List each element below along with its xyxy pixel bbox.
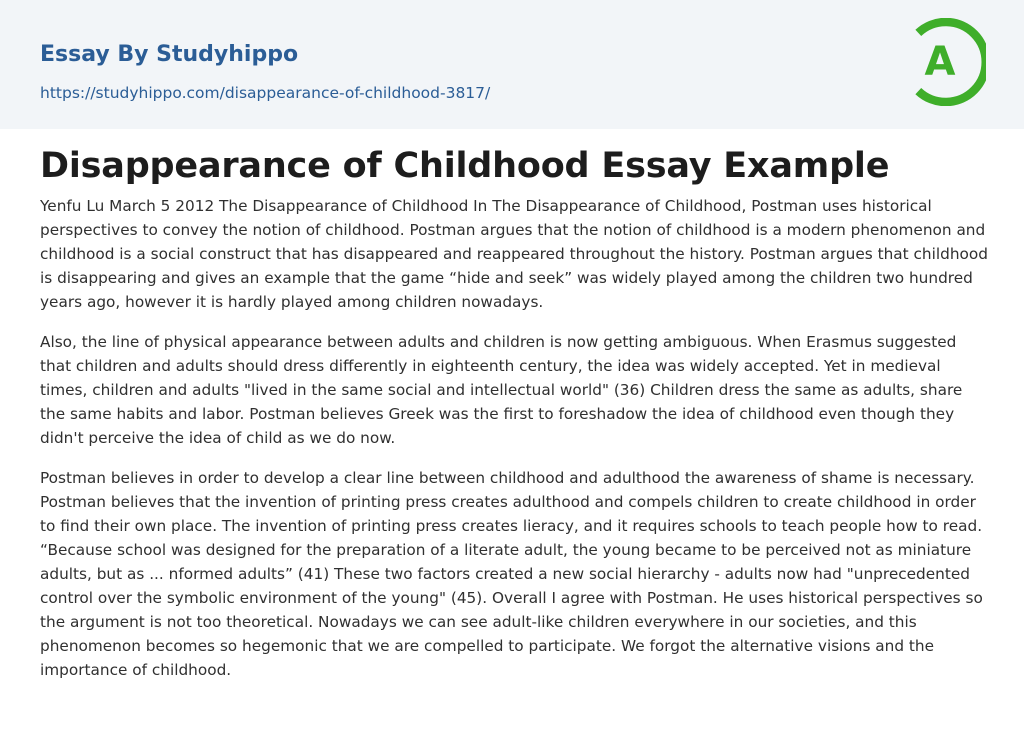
studyhippo-logo-icon[interactable]: [898, 18, 986, 106]
essay-paragraph: Postman believes in order to develop a clear line between childhood and adulthood the awareness of shame is necessary. Postman believes that the invention of printing press creates adulthood and compels children to create childhood in order to find their own place. The invention of printing press creates lieracy, and it requires schools to teach people how to read. “Because school was designed for the preparation of a literate adult, the young became to be perceived not as miniature adults, but as ... nformed adults” (41) These two factors created a new social hierarchy - adults now had "unprecedented control over the symbolic environment of the young" (45). Overall I agree with Postman. He uses historical perspectives so the argument is not too theoretical. Nowadays we can see adult-like children everywhere in our societies, and this phenomenon becomes so hegemonic that we are compelled to participate. We forgot the alternative visions and the importance of childhood.: [40, 469, 983, 679]
logo-letter: A: [924, 39, 956, 85]
page-header: [0, 0, 1024, 129]
essay-body: [40, 194, 988, 698]
essay-paragraph: Also, the line of physical appearance between adults and children is now getting ambiguous. When Erasmus suggested that children and adults should dress differently in eighteenth century, the idea was widely accepted. Yet in medieval times, children and adults "lived in the same social and intellectual world" (36) Children dress the same as adults, share the same habits and labor. Postman believes Greek was the first to foreshadow the idea of childhood even though they didn't perceive the idea of child as we do now.: [40, 333, 963, 447]
page-title: Disappearance of Childhood Essay Example: [40, 146, 890, 186]
site-name: Essay By Studyhippo: [40, 42, 299, 67]
source-url-link[interactable]: https://studyhippo.com/disappearance-of-childhood-3817/: [40, 84, 491, 102]
essay-paragraph: Yenfu Lu March 5 2012 The Disappearance of Childhood In The Disappearance of Childhood, Postman uses historical perspectives to convey the notion of childhood. Postman argues that the notion of childhood is a modern phenomenon and childhood is a social construct that has disappeared and reappeared throughout the history. Postman argues that childhood is disappearing and gives an example that the game “hide and seek” was widely played among the children two hundred years ago, however it is hardly played among children nowadays.: [40, 197, 988, 311]
